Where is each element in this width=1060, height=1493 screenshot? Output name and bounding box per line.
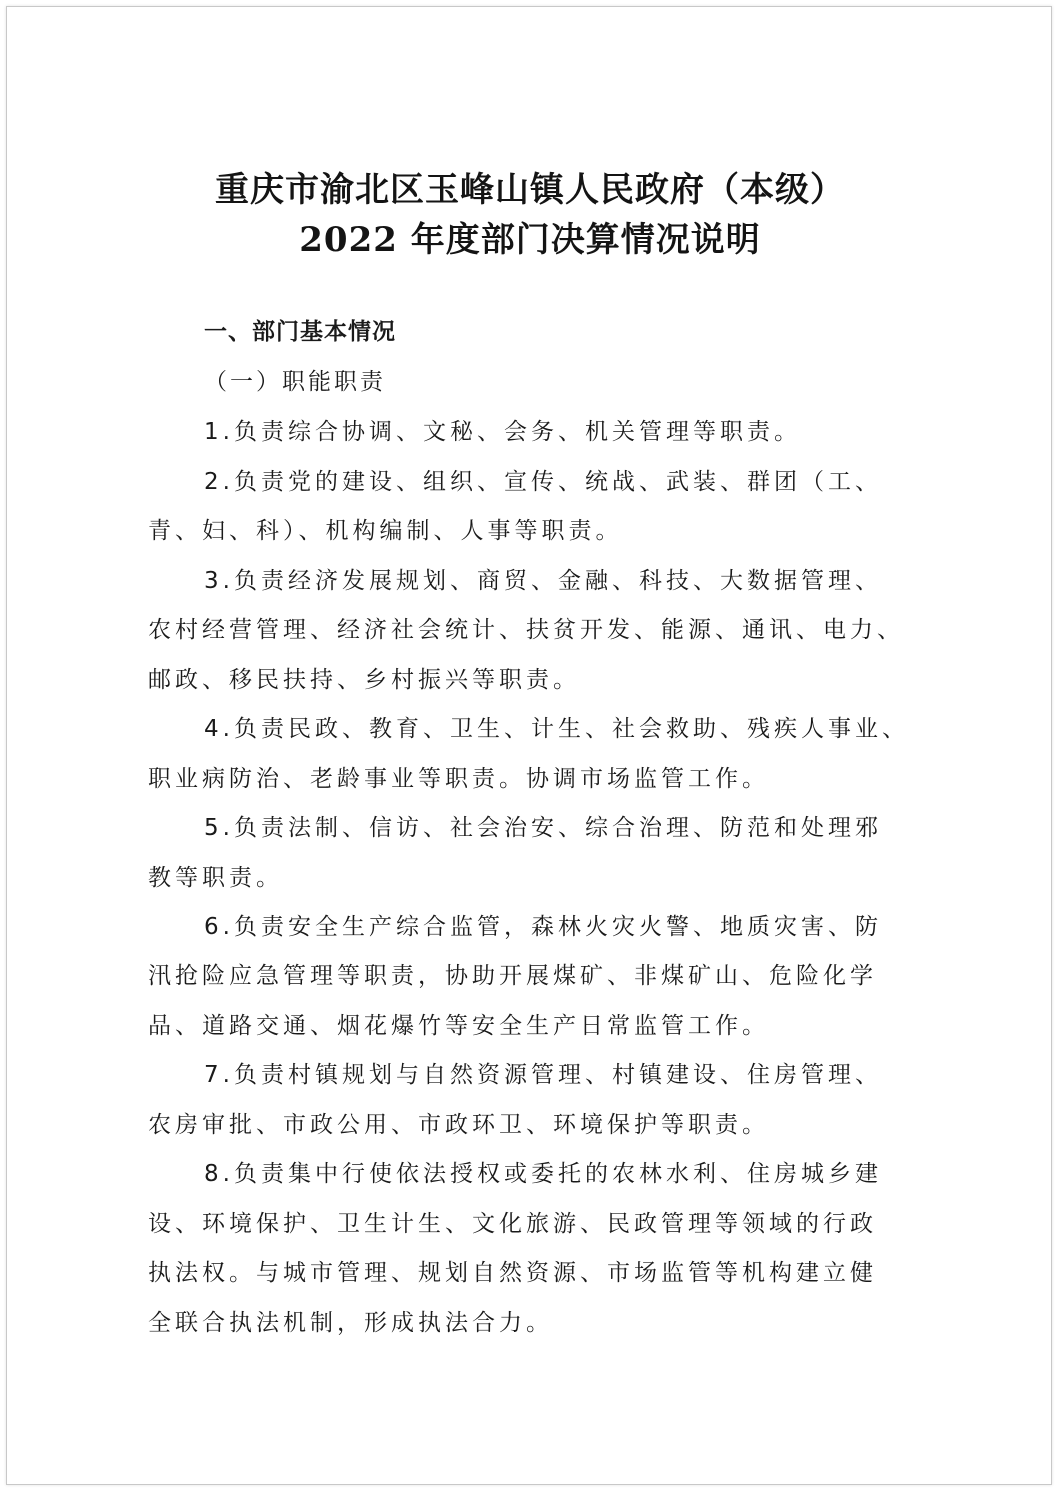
document-title-line-1: 重庆市渝北区玉峰山镇人民政府（本级） — [215, 170, 845, 210]
paragraph-line: 5.负责法制、信访、社会治安、综合治理、防范和处理邪 — [204, 815, 882, 841]
paragraph-line: 农房审批、市政公用、市政环卫、环境保护等职责。 — [148, 1112, 769, 1138]
paragraph-line: 青、妇、科）、机构编制、人事等职责。 — [148, 518, 623, 544]
paragraph-line: 品、道路交通、烟花爆竹等安全生产日常监管工作。 — [148, 1013, 769, 1039]
paragraph-line: 2.负责党的建设、组织、宣传、统战、武装、群团（工、 — [204, 469, 882, 495]
paragraph-line: 6.负责安全生产综合监管，森林火灾火警、地质灾害、防 — [204, 914, 882, 940]
document-title-line-2: 2022 年度部门决算情况说明 — [299, 220, 761, 260]
paragraph-line: 执法权。与城市管理、规划自然资源、市场监管等机构建立健 — [148, 1260, 877, 1286]
paragraph-line: 职业病防治、老龄事业等职责。协调市场监管工作。 — [148, 766, 769, 792]
paragraph-line: 教等职责。 — [148, 865, 283, 891]
subsection-heading: （一）职能职责 — [204, 369, 386, 395]
section-heading: 一、部门基本情况 — [204, 319, 396, 345]
paragraph-line: 邮政、移民扶持、乡村振兴等职责。 — [148, 667, 580, 693]
paragraph-line: 设、环境保护、卫生计生、文化旅游、民政管理等领域的行政 — [148, 1211, 877, 1237]
paragraph-line: 汛抢险应急管理等职责，协助开展煤矿、非煤矿山、危险化学 — [148, 963, 877, 989]
paragraph-line: 全联合执法机制，形成执法合力。 — [148, 1310, 553, 1336]
paragraph-line: 3.负责经济发展规划、商贸、金融、科技、大数据管理、 — [204, 568, 882, 594]
paragraph-line: 7.负责村镇规划与自然资源管理、村镇建设、住房管理、 — [204, 1062, 882, 1088]
paragraph-line: 8.负责集中行使依法授权或委托的农林水利、住房城乡建 — [204, 1161, 882, 1187]
paragraph-line: 4.负责民政、教育、卫生、计生、社会救助、残疾人事业、 — [204, 716, 909, 742]
paragraph-line: 1.负责综合协调、文秘、会务、机关管理等职责。 — [204, 419, 801, 445]
paragraph-line: 农村经营管理、经济社会统计、扶贫开发、能源、通讯、电力、 — [148, 617, 904, 643]
